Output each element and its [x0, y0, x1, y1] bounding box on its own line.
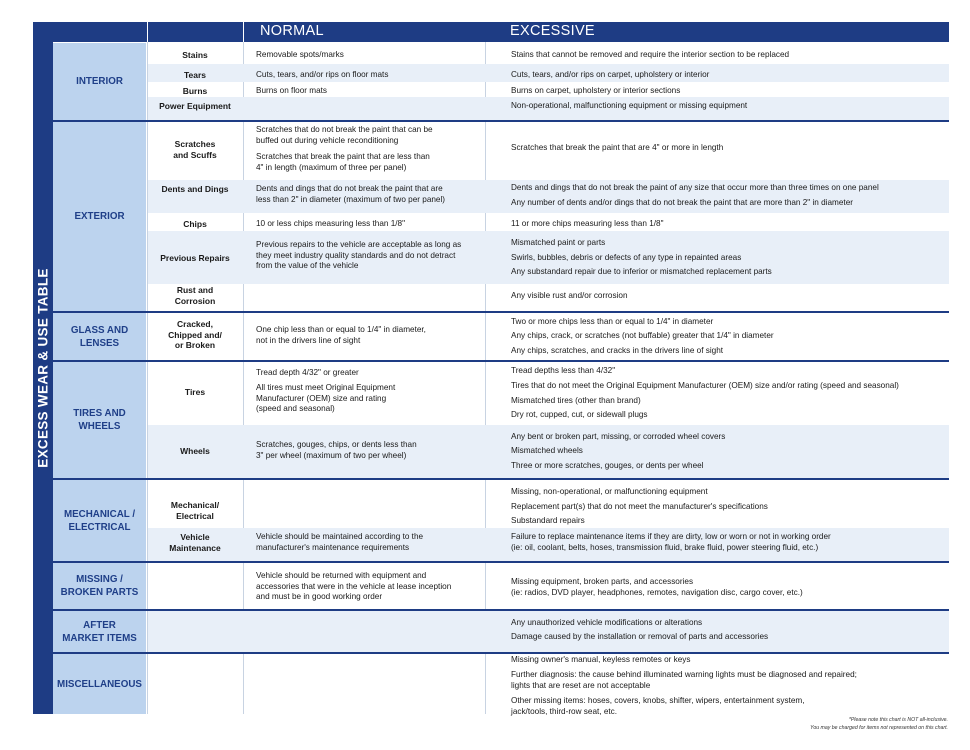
excessive-text: Any chips, scratches, and cracks in the drivers line of sight: [511, 346, 724, 355]
category-label: MISSING / BROKEN PARTS: [60, 574, 139, 598]
excessive-text: Damage caused by the installation or removal of parts and accessories: [511, 632, 769, 641]
row-label: Power Equipment: [159, 101, 231, 111]
excessive-text: Any substandard repair due to inferior or mismatched replacement parts: [511, 267, 772, 276]
row-label: Vehicle Maintenance: [169, 532, 221, 553]
excessive-text: Other missing items: hoses, covers, knobs, shifter, wipers, entertainment system, jack/tools, third-row seat, etc.: [511, 696, 805, 716]
category-1: [53, 43, 146, 120]
section-separator: [53, 311, 949, 313]
normal-text: Vehicle should be returned with equipment and accessories that were in the vehicle at lease inception and must be in good working order: [256, 571, 452, 601]
header-divider: [243, 22, 244, 42]
normal-text: Scratches that do not break the paint that can be buffed out during vehicle reconditioning: [256, 125, 433, 145]
excessive-text: Failure to replace maintenance items if they are dirty, low or worn or not in working order (ie: oil, coolant, belts, hoses, transmission fluid, brake fluid, power steering fluid, etc.): [511, 532, 831, 552]
normal-text: Scratches, gouges, chips, or dents less than 3" per wheel (maximum of two per wheel): [256, 440, 417, 460]
excessive-text: Dents and dings that do not break the paint of any size that occur more than three times on one panel: [511, 183, 879, 192]
category-2: [53, 122, 146, 311]
excessive-text: Stains that cannot be removed and require the interior section to be replaced: [511, 50, 790, 59]
category-3: [53, 313, 146, 360]
row-label: Dents and Dings: [161, 184, 229, 194]
category-7: [53, 611, 146, 652]
column-header-bar: [53, 22, 949, 42]
excessive-text: Mismatched paint or parts: [511, 238, 606, 247]
section-separator: [53, 609, 949, 611]
category-label: TIRES AND WHEELS: [73, 408, 126, 432]
section-separator: [53, 478, 949, 480]
row-label: Wheels: [180, 446, 210, 456]
excessive-text: Burns on carpet, upholstery or interior sections: [511, 86, 681, 95]
header-excessive: EXCESSIVE: [510, 23, 595, 39]
normal-text: Tread depth 4/32" or greater: [256, 368, 359, 377]
section-separator: [53, 561, 949, 563]
row-label: Rust and Corrosion: [174, 285, 216, 306]
section-separator: [53, 652, 949, 654]
category-4: [53, 362, 146, 478]
excessive-text: 11 or more chips measuring less than 1/8": [511, 219, 664, 228]
header-divider: [147, 22, 148, 42]
normal-text: Burns on floor mats: [256, 86, 327, 95]
excessive-text: Swirls, bubbles, debris or defects of any type in repainted areas: [511, 253, 742, 262]
row-label: Burns: [182, 86, 208, 96]
excessive-text: Scratches that break the paint that are 4" or more in length: [511, 143, 724, 152]
excessive-text: Cuts, tears, and/or rips on carpet, upholstery or interior: [511, 70, 710, 79]
category-8: [53, 654, 146, 714]
normal-text: Removable spots/marks: [256, 50, 344, 59]
normal-text: Dents and dings that do not break the paint that are less than 2" in diameter (maximum of two per panel): [256, 184, 446, 204]
sidebar-title: EXCESS WEAR & USE TABLE: [35, 268, 51, 468]
excessive-text: Missing, non-operational, or malfunctioning equipment: [511, 487, 708, 496]
row-label: Cracked, Chipped and/ or Broken: [168, 319, 222, 350]
row-label: Scratches and Scuffs: [173, 139, 217, 160]
row-label: Tires: [184, 387, 206, 397]
excessive-text: Two or more chips less than or equal to 1/4" in diameter: [511, 317, 714, 326]
excessive-text: Three or more scratches, gouges, or dents per wheel: [511, 461, 704, 470]
excessive-text: Missing owner's manual, keyless remotes or keys: [511, 655, 691, 664]
excessive-text: Any chips, crack, or scratches (not buffable) greater that 1/4" in diameter: [511, 331, 774, 340]
row-label: Tears: [183, 70, 207, 80]
excessive-text: Tires that do not meet the Original Equipment Manufacturer (OEM) size and/or rating (speed and seasonal): [511, 381, 899, 390]
excessive-text: Any bent or broken part, missing, or corroded wheel covers: [511, 432, 726, 441]
excessive-text: Tread depths less than 4/32": [511, 366, 616, 375]
normal-text: All tires must meet Original Equipment Manufacturer (OEM) size and rating (speed and seasonal): [256, 383, 396, 413]
row-label: Previous Repairs: [160, 253, 230, 263]
row-label: Chips: [183, 219, 207, 229]
excessive-text: Mismatched wheels: [511, 446, 583, 455]
normal-text: Cuts, tears, and/or rips on floor mats: [256, 70, 389, 79]
excessive-text: Any visible rust and/or corrosion: [511, 291, 628, 300]
category-label: EXTERIOR: [74, 211, 125, 222]
excessive-text: Any unauthorized vehicle modifications or alterations: [511, 618, 703, 627]
normal-text: Previous repairs to the vehicle are acceptable as long as they meet industry quality standards and do not detract from the value of the vehicle: [256, 240, 462, 270]
normal-text: 10 or less chips measuring less than 1/8": [256, 219, 405, 228]
footnote-line-1: *Please note this chart is NOT all-inclusive.: [848, 717, 948, 723]
excessive-text: Further diagnosis: the cause behind illuminated warning lights must be diagnosed and repaired; lights that are reset are not acceptable: [511, 670, 857, 690]
excessive-text: Substandard repairs: [511, 516, 585, 525]
normal-text: One chip less than or equal to 1/4" in diameter, not in the drivers line of sight: [256, 325, 426, 345]
row-label: Mechanical/ Electrical: [170, 500, 220, 521]
category-label: AFTER MARKET ITEMS: [62, 619, 137, 644]
category-label: MECHANICAL / ELECTRICAL: [63, 508, 136, 533]
category-5: [53, 480, 146, 561]
category-label: INTERIOR: [76, 76, 123, 87]
excessive-text: Replacement part(s) that do not meet the manufacturer's specifications: [511, 502, 768, 511]
category-label: GLASS AND LENSES: [70, 324, 129, 349]
footnote-line-2: You may be charged for items not represented on this chart.: [810, 725, 948, 731]
header-normal: NORMAL: [260, 23, 324, 39]
normal-text: Scratches that break the paint that are less than 4" in length (maximum of three per panel): [256, 152, 430, 172]
row-label: Stains: [182, 50, 208, 60]
section-separator: [53, 120, 949, 122]
category-label: MISCELLANEOUS: [57, 678, 142, 690]
excessive-text: Missing equipment, broken parts, and accessories (ie: radios, DVD player, headphones, remotes, navigation disc, cargo cover, etc.): [511, 577, 803, 597]
section-separator: [53, 360, 949, 362]
excessive-text: Mismatched tires (other than brand): [511, 396, 641, 405]
normal-text: Vehicle should be maintained according to the manufacturer's maintenance requirements: [256, 532, 424, 552]
excessive-text: Dry rot, cupped, cut, or sidewall plugs: [511, 410, 648, 419]
excessive-text: Any number of dents and/or dings that do not break the paint that are more than 2" in diameter: [511, 198, 853, 207]
category-6: [53, 563, 146, 609]
excessive-text: Non-operational, malfunctioning equipment or missing equipment: [511, 101, 748, 110]
